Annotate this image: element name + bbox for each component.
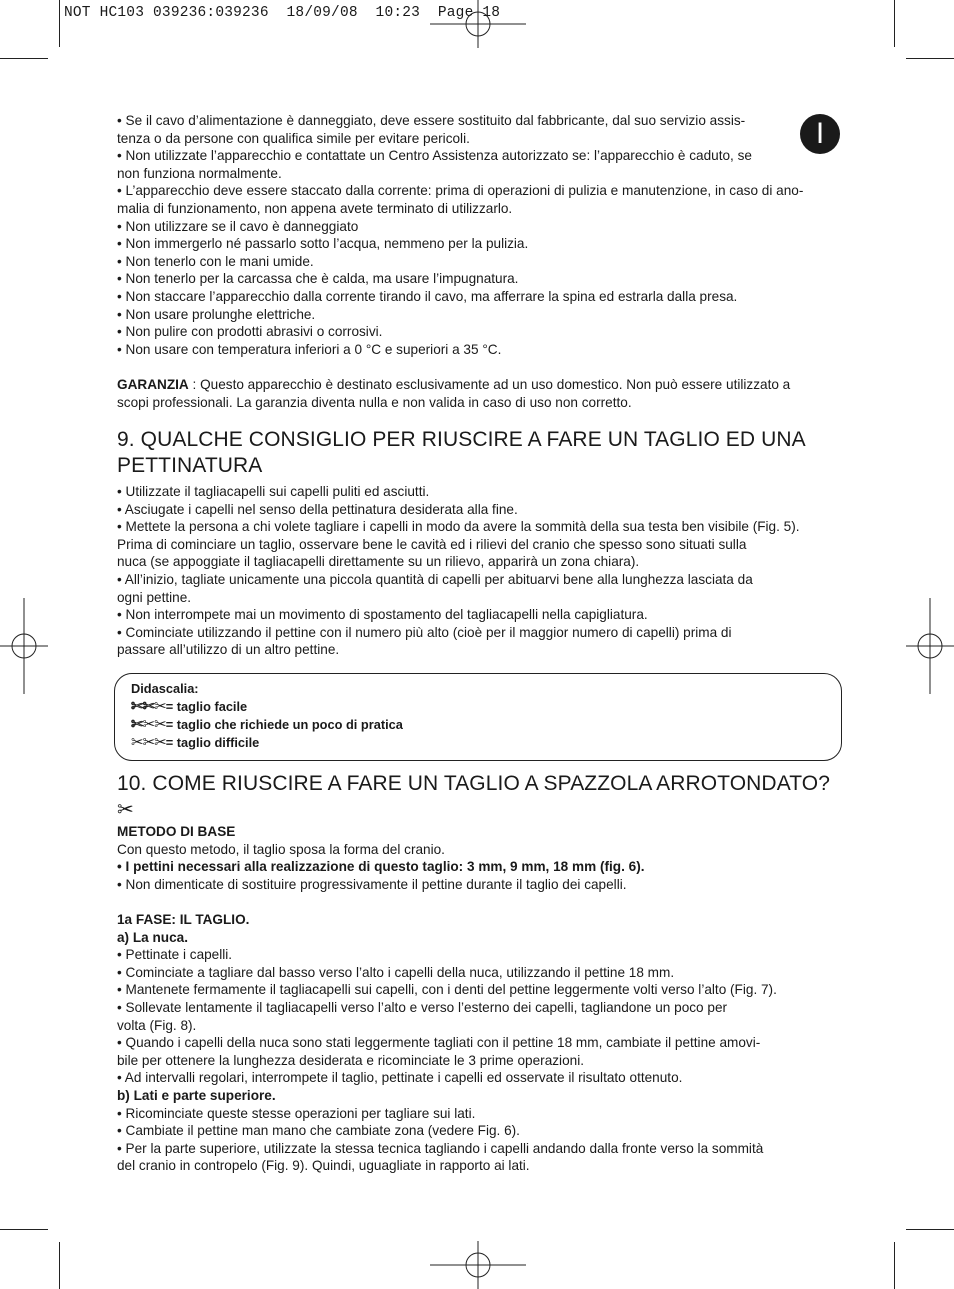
warranty-text: scopi professionali. La garanzia diventa nulla e non valida in caso di uso non corretto. bbox=[117, 394, 632, 410]
warranty-label: GARANZIA bbox=[117, 376, 189, 392]
list-item: non funziona normalmente. bbox=[117, 165, 282, 181]
list-item: • Asciugate i capelli nel senso della pettinatura desiderata alla fine. bbox=[117, 501, 518, 517]
list-item: • Non tenerlo con le mani umide. bbox=[117, 253, 314, 269]
scissors-icon: ✂✂✂ bbox=[131, 734, 166, 752]
method-title: METODO DI BASE bbox=[117, 824, 236, 840]
registration-mark-left bbox=[0, 598, 48, 694]
crop-mark bbox=[906, 1229, 954, 1230]
list-item: • Cominciate utilizzando il pettine con il numero più alto (cioè per il maggior numero di capelli) prima di bbox=[117, 624, 732, 640]
list-item: bile per ottenere la lunghezza desiderata e ricominciate le 3 prime operazioni. bbox=[117, 1052, 584, 1068]
nape-title: a) La nuca. bbox=[117, 929, 189, 945]
warranty-paragraph bbox=[117, 376, 840, 411]
scissors-icon: ✂ bbox=[117, 799, 134, 822]
list-item: • Non immergerlo né passarlo sotto l’acqua, nemmeno per la pulizia. bbox=[117, 236, 529, 252]
list-item: ogni pettine. bbox=[117, 589, 192, 605]
list-item: • All’inizio, tagliate unicamente una piccola quantità di capelli per abituarvi bene alla lunghezza lasciata da bbox=[117, 572, 753, 588]
list-item: tenza o da persone con qualifica simile per evitare pericoli. bbox=[117, 130, 470, 146]
section-9-body bbox=[117, 483, 840, 659]
legend-row-medium: ✂✂✂= taglio che richiede un poco di pratica bbox=[131, 716, 403, 734]
list-item: malia di funzionamento, non appena avete terminato di utilizzarlo. bbox=[117, 200, 513, 216]
difficulty-legend bbox=[114, 673, 842, 761]
list-item: volta (Fig. 8). bbox=[117, 1017, 197, 1033]
list-item: • Ad intervalli regolari, interrompete il taglio, pettinate i capelli ed osservate il risultato ottenuto. bbox=[117, 1070, 683, 1086]
crop-mark bbox=[0, 1229, 48, 1230]
list-item: • Quando i capelli della nuca sono stati leggermente tagliati con il pettine 18 mm, cambiate il pettine amovi- bbox=[117, 1035, 761, 1051]
page-content bbox=[117, 112, 840, 1175]
list-item: • Mantenete fermamente il tagliacapelli sui capelli, con i denti del pettine leggermente volti verso l’alto (Fig. 7). bbox=[117, 982, 777, 998]
scissors-icon: ✂✂✂ bbox=[131, 698, 166, 716]
warranty-text: : Questo apparecchio è destinato esclusivamente ad un uso domestico. Non può essere utilizzato a bbox=[188, 376, 791, 392]
crop-mark bbox=[894, 0, 895, 47]
list-item: • Ricominciate queste stesse operazioni per tagliare sui lati. bbox=[117, 1105, 476, 1121]
list-item: del cranio in contropelo (Fig. 9). Quindi, uguagliate in rapporto ai lati. bbox=[117, 1158, 530, 1174]
list-item: • Non staccare l’apparecchio dalla corrente tirando il cavo, ma afferrare la spina ed estrarla dalla presa. bbox=[117, 288, 738, 304]
sides-title: b) Lati e parte superiore. bbox=[117, 1087, 276, 1103]
method-text: Con questo metodo, il taglio sposa la forma del cranio. bbox=[117, 841, 445, 857]
list-item: • Sollevate lentamente il tagliacapelli verso l’alto e verso l’esterno dei capelli, tagliandone un poco per bbox=[117, 999, 728, 1015]
list-item: nuca (se appoggiate il tagliacapelli direttamente su un rilievo, apparirà un zona chiara). bbox=[117, 554, 640, 570]
legend-row-easy: ✂✂✂= taglio facile bbox=[131, 698, 248, 716]
list-item: Prima di cominciare un taglio, osservare bene le cavità ed i rilievi del cranio che spesso sono situati sulla bbox=[117, 536, 747, 552]
list-item: • Per la parte superiore, utilizzate la stessa tecnica tagliando i capelli andando dalla fronte verso la sommità bbox=[117, 1140, 764, 1156]
list-item: • Pettinate i capelli. bbox=[117, 947, 233, 963]
legend-row-hard: ✂✂✂= taglio difficile bbox=[131, 734, 260, 752]
scissors-icon: ✂✂✂ bbox=[131, 716, 166, 734]
language-badge: I bbox=[800, 114, 840, 154]
list-item: • L’apparecchio deve essere staccato dalla corrente: prima di operazioni di pulizia e manutenzione, in caso di ano- bbox=[117, 183, 804, 199]
safety-list bbox=[117, 112, 840, 358]
list-item: • Non usare prolunghe elettriche. bbox=[117, 306, 316, 322]
list-item: • Non utilizzare se il cavo è danneggiato bbox=[117, 218, 359, 234]
crop-mark bbox=[894, 1242, 895, 1289]
list-item: • Non pulire con prodotti abrasivi o corrosivi. bbox=[117, 324, 383, 340]
list-item: • Non interrompete mai un movimento di spostamento del tagliacapelli nella capigliatura. bbox=[117, 607, 648, 623]
legend-title: Didascalia: bbox=[131, 681, 199, 697]
section-9-heading: 9. QUALCHE CONSIGLIO PER RIUSCIRE A FARE UN TAGLIO ED UNA PETTINATURA bbox=[117, 428, 806, 478]
phase-title: 1a FASE: IL TAGLIO. bbox=[117, 912, 250, 927]
list-item: • Cambiate il pettine man mano che cambiate zona (vedere Fig. 6). bbox=[117, 1123, 520, 1139]
registration-mark-bottom bbox=[430, 1241, 526, 1289]
registration-mark-right bbox=[906, 598, 954, 694]
list-item: • Se il cavo d’alimentazione è danneggiato, deve essere sostituito dal fabbricante, dal suo servizio assis- bbox=[117, 113, 746, 128]
list-item: • Non dimenticate di sostituire progressivamente il pettine durante il taglio dei capelli. bbox=[117, 876, 627, 892]
list-item: • Non tenerlo per la carcassa che è calda, ma usare l’impugnatura. bbox=[117, 271, 519, 287]
print-slug: NOT HC103 039236:039236 18/09/08 10:23 Page 18 bbox=[64, 5, 501, 21]
list-item: • Cominciate a tagliare dal basso verso l’alto i capelli della nuca, utilizzando il pettine 18 mm. bbox=[117, 964, 675, 980]
list-item: • Mettete la persona a chi volete tagliare i capelli in modo da avere la sommità della sua testa ben visibile (Fig. 5). bbox=[117, 519, 800, 535]
combs-line: • I pettini necessari alla realizzazione di questo taglio: 3 mm, 9 mm, 18 mm (fig. 6). bbox=[117, 859, 645, 875]
crop-mark bbox=[906, 58, 954, 59]
section-10-heading: 10. COME RIUSCIRE A FARE UN TAGLIO A SPAZZOLA ARROTONDATO? ✂ bbox=[117, 772, 831, 822]
list-item: • Non utilizzate l’apparecchio e contattate un Centro Assistenza autorizzato se: l’apparecchio è caduto, se bbox=[117, 148, 752, 164]
crop-mark bbox=[59, 0, 60, 47]
section-10-body bbox=[117, 823, 840, 1175]
list-item: passare all’utilizzo di un altro pettine. bbox=[117, 642, 340, 658]
crop-mark bbox=[59, 1242, 60, 1289]
crop-mark bbox=[0, 58, 48, 59]
list-item: • Non usare con temperatura inferiori a 0 °C e superiori a 35 °C. bbox=[117, 341, 502, 357]
list-item: • Utilizzate il tagliacapelli sui capelli puliti ed asciutti. bbox=[117, 484, 430, 500]
